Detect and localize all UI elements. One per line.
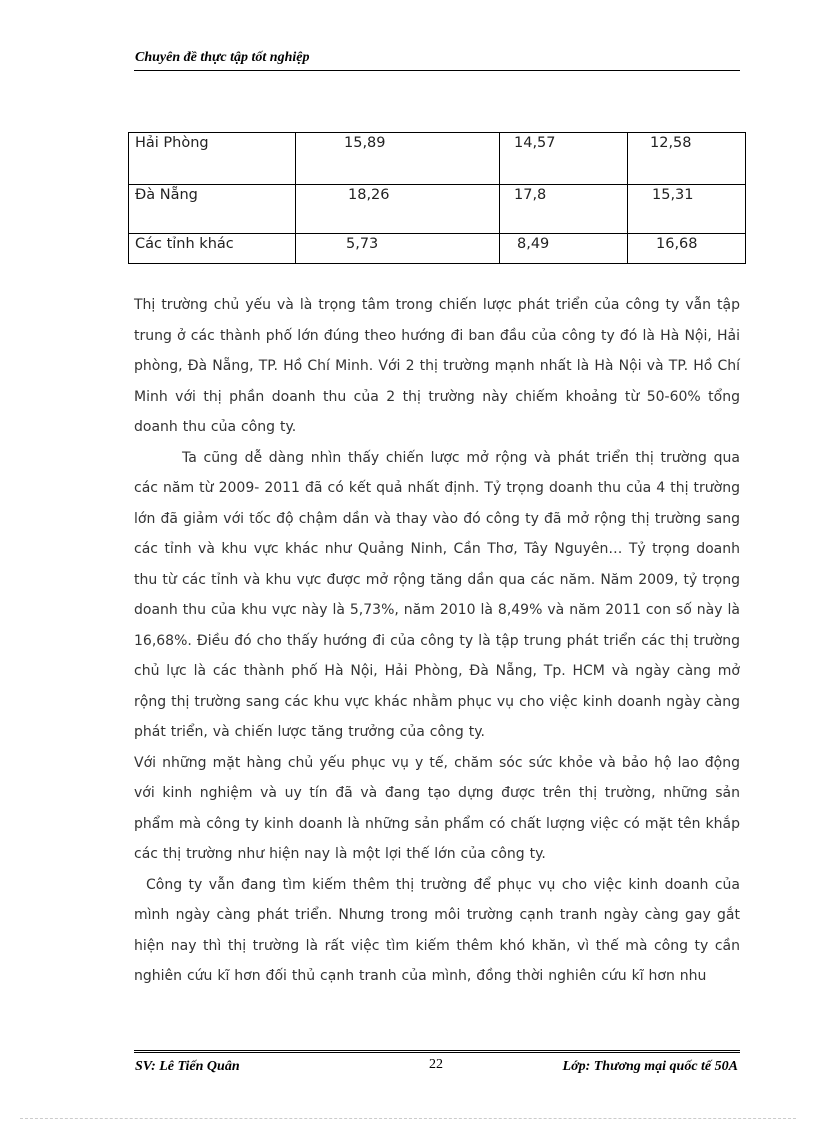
table-cell-2010: 14,57 [500, 133, 628, 185]
paragraph: Thị trường chủ yếu và là trọng tâm trong chiến lược phát triển của công ty vẫn tập trung ở các thành phố lớn đúng theo hướng đi ban đầu của công ty đó là Hà Nội, Hải phòng, Đà Nẵng, TP. Hồ Chí Minh. Với 2 thị trường mạnh nhất là Hà Nội và TP. Hồ Chí Minh với thị phần doanh thu của 2 thị trường này chiếm khoảng từ 50-60% tổng doanh thu của công ty. [134, 297, 740, 435]
table-row [129, 234, 746, 264]
table-cell-2009: 15,89 [296, 133, 500, 185]
page-footer [134, 1050, 740, 1079]
body-text [134, 290, 740, 992]
footer-student: SV: Lê Tiến Quân [135, 1059, 240, 1074]
table-cell-2010: 17,8 [500, 185, 628, 234]
table-cell-2010: 8,49 [500, 234, 628, 264]
table-row [129, 133, 746, 185]
paragraph: Công ty vẫn đang tìm kiếm thêm thị trường để phục vụ cho việc kinh doanh của mình ngày càng phát triển. Nhưng trong môi trường cạnh tranh ngày càng gay gắt hiện nay thì thị trường là rất việc tìm kiếm thêm khó khăn, vì thế mà công ty cần nghiên cứu kĩ hơn đối thủ cạnh tranh của mình, đồng thời nghiên cứu kĩ hơn nhu [134, 876, 740, 984]
table-cell-2009: 5,73 [296, 234, 500, 264]
paragraph: Ta cũng dễ dàng nhìn thấy chiến lược mở rộng và phát triển thị trường qua các năm từ 2009- 2011 đã có kết quả nhất định. Tỷ trọng doanh thu của 4 thị trường lớn đã giảm với tốc độ chậm dần và thay vào đó công ty đã mở rộng thị trường sang các tỉnh và khu vực khác như Quảng Ninh, Cần Thơ, Tây Nguyên… Tỷ trọng doanh thu từ các tỉnh và khu vực được mở rộng tăng dần qua các năm. Năm 2009, tỷ trọng doanh thu của khu vực này là 5,73%, năm 2010 là 8,49% và năm 2011 con số này là 16,68%. Điều đó cho thấy hướng đi của công ty là tập trung phát triển các thị trường chủ lực là các thành phố Hà Nội, Hải Phòng, Đà Nẵng, Tp. HCM và ngày càng mở rộng thị trường sang các khu vực khác nhằm phục vụ cho việc kinh doanh ngày càng phát triển, và chiến lược tăng trưởng của công ty. [134, 449, 740, 740]
page-number: 22 [429, 1057, 443, 1072]
table-cell-2011: 16,68 [628, 234, 746, 264]
table-cell-region: Các tỉnh khác [129, 234, 296, 264]
page-header [134, 48, 740, 71]
header-title: Chuyên đề thực tập tốt nghiệp [135, 50, 310, 65]
paragraph: Với những mặt hàng chủ yếu phục vụ y tế, chăm sóc sức khỏe và bảo hộ lao động với kinh nghiệm và uy tín đã và đang tạo dựng được trên thị trường, những sản phẩm mà công ty kinh doanh là những sản phẩm có chất lượng việc có mặt tên khắp các thị trường như hiện nay là một lợi thế lớn của công ty. [134, 754, 740, 862]
table-cell-2009: 18,26 [296, 185, 500, 234]
page-edge-divider [20, 1118, 796, 1119]
table-cell-region: Hải Phòng [129, 133, 296, 185]
table-cell-2011: 12,58 [628, 133, 746, 185]
table-cell-2011: 15,31 [628, 185, 746, 234]
table-row [129, 185, 746, 234]
regional-revenue-table [128, 132, 746, 264]
footer-class: Lớp: Thương mại quốc tế 50A [562, 1059, 738, 1074]
table-cell-region: Đà Nẵng [129, 185, 296, 234]
